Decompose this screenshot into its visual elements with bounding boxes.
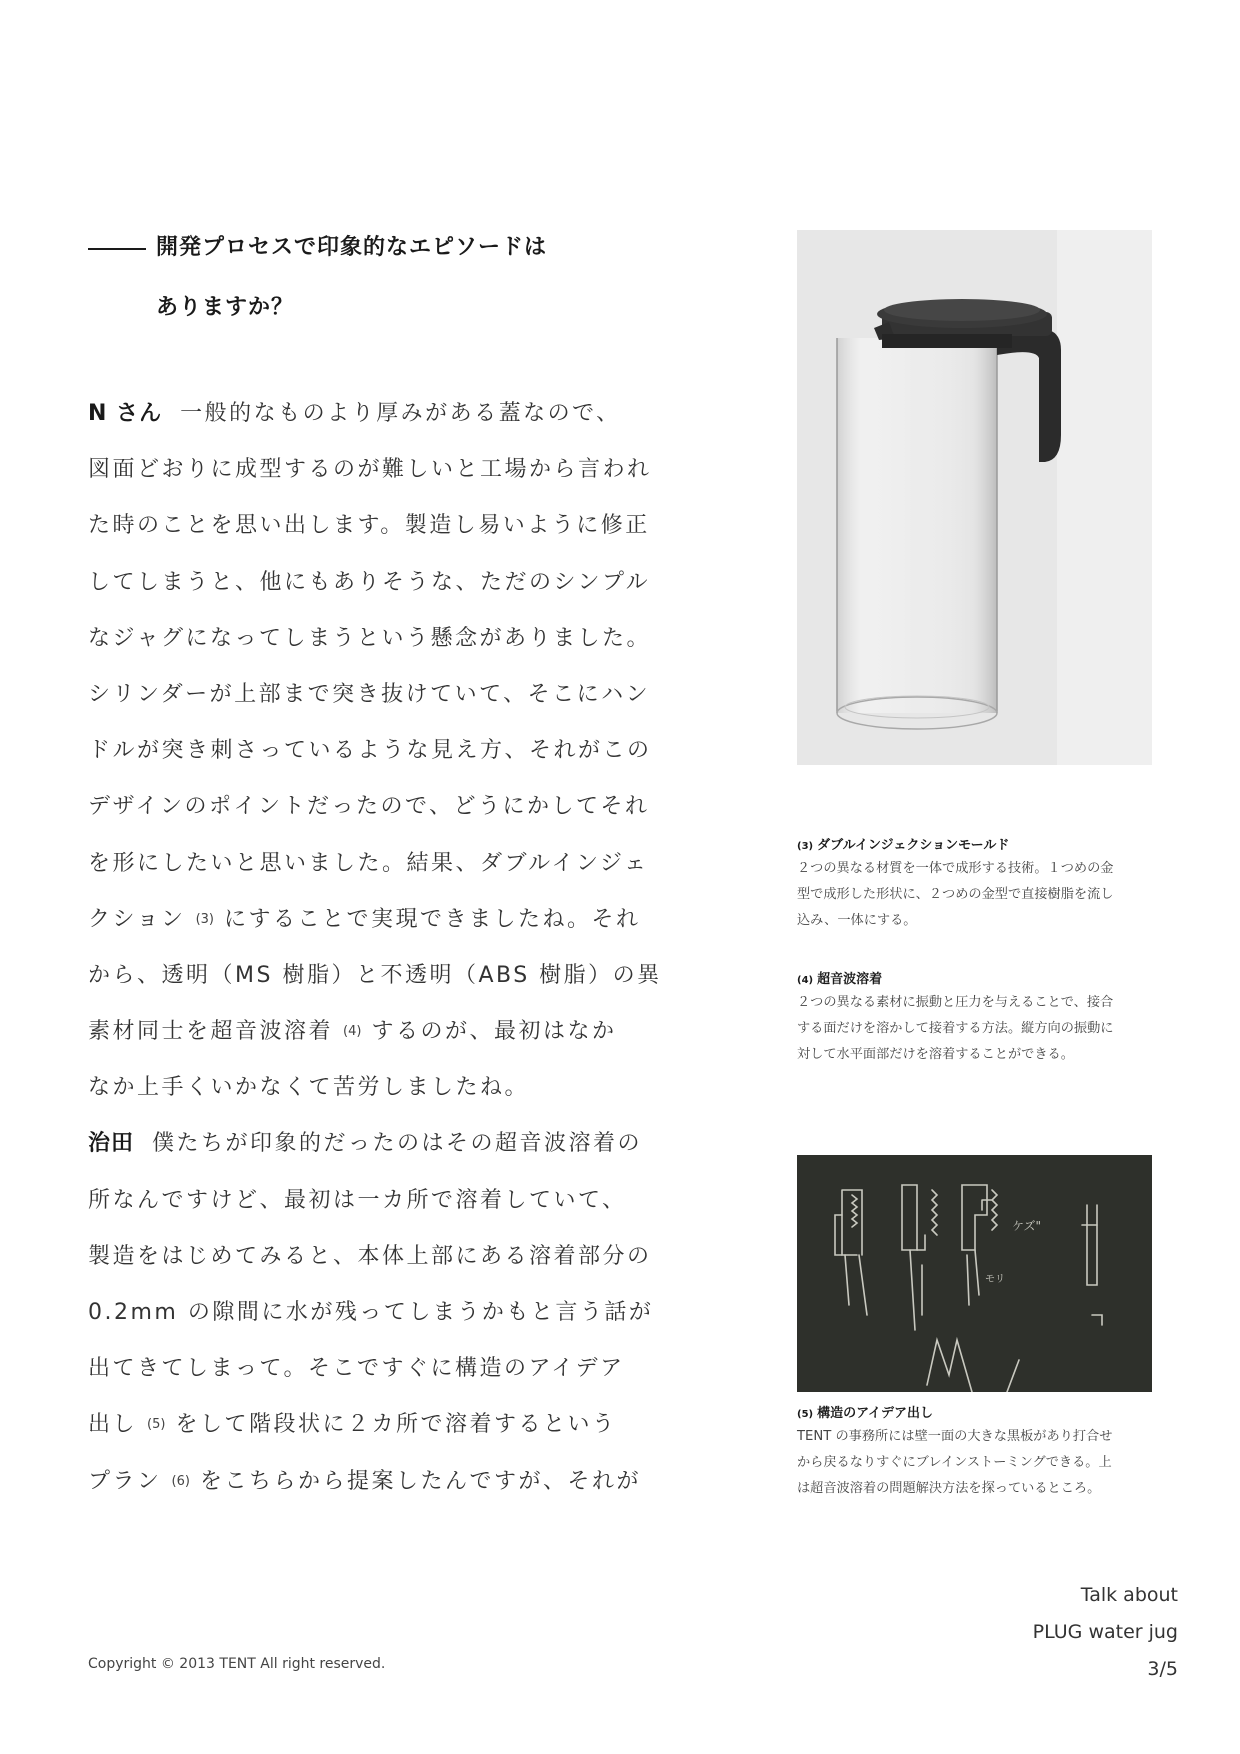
footnote-line: は超音波溶着の問題解決方法を探っているところ。 — [797, 1481, 1101, 1496]
footnote-line: ２つの異なる素材に振動と圧力を与えることで、接合 — [797, 995, 1114, 1010]
body-line: 出てきてしまって。そこですぐに構造のアイデア — [88, 1356, 625, 1382]
footer-title-block — [1033, 1577, 1178, 1688]
body-line-text: 僕たちが印象的だったのはその超音波溶着の — [152, 1131, 643, 1157]
footnote-line: する面だけを溶かして接着する方法。縦方向の振動に — [797, 1021, 1114, 1036]
footnote-5-title-text: 構造のアイデア出し — [817, 1406, 933, 1421]
body-line-text: するのが、最初はなか — [371, 1019, 617, 1045]
footnote-5-body — [797, 1424, 1157, 1502]
footnote-line: 込み、一体にする。 — [797, 913, 917, 928]
water-jug-photo — [797, 230, 1152, 765]
question-dash — [88, 248, 146, 250]
body-line: してしまうと、他にもありそうな、ただのシンプル — [88, 569, 651, 595]
footnote-3-body — [797, 856, 1157, 934]
copyright: Copyright © 2013 TENT All right reserved. — [88, 1656, 386, 1672]
footnote-3-title-text: ダブルインジェクションモールド — [817, 838, 1010, 853]
body-line — [88, 396, 648, 452]
body-line: デザインのポイントだったので、どうにかしてそれ — [88, 794, 650, 820]
body-line — [88, 902, 648, 958]
footnote-line: から戻るなりすぐにブレインストーミングできる。上 — [797, 1455, 1112, 1470]
footnote-line: TENT の事務所には壁一面の大きな黒板があり打合せ — [797, 1429, 1113, 1444]
body-line: なか上手くいかなくて苦労しましたね。 — [88, 1075, 530, 1101]
speaker-n: N さん — [88, 401, 163, 426]
footnote-4-title-text: 超音波溶着 — [817, 972, 883, 987]
body-line: 所なんですけど、最初は一カ所で溶着していて、 — [88, 1187, 627, 1213]
question-line-1: 開発プロセスで印象的なエピソードは — [156, 235, 548, 260]
board-label-kezu: ケズ" — [1012, 1219, 1042, 1233]
footnote-4-title — [797, 968, 1157, 987]
footnote-4-body — [797, 990, 1157, 1068]
footnote-3-number: (3) — [797, 841, 814, 852]
footnote-ref-4[interactable]: (4) — [343, 1024, 362, 1040]
body-line: 図面どおりに成型するのが難しいと工場から言われ — [88, 457, 652, 483]
interview-body — [88, 396, 662, 1520]
footer-title-line-1: Talk about — [1080, 1584, 1178, 1606]
body-line — [88, 1014, 648, 1070]
body-line-text: プラン — [88, 1468, 162, 1494]
body-line — [88, 1407, 648, 1463]
footnote-4 — [797, 968, 1157, 1068]
footnote-3-title — [797, 834, 1157, 853]
body-line: 0.2mm の隙間に水が残ってしまうかもと言う話が — [88, 1300, 654, 1325]
blackboard-sketch-illustration — [797, 1155, 1152, 1392]
question-line-2: ありますか？ — [156, 295, 295, 320]
body-line: なジャグになってしまうという懸念がありました。 — [88, 625, 652, 651]
body-line-text: 出し — [88, 1412, 138, 1438]
footnote-5-title — [797, 1402, 1157, 1421]
body-line: 製造をはじめてみると、本体上部にある溶着部分の — [88, 1243, 652, 1269]
water-jug-illustration — [797, 230, 1152, 765]
footnote-ref-5[interactable]: (5) — [147, 1417, 166, 1433]
blackboard-sketch-photo — [797, 1155, 1152, 1392]
footnote-5 — [797, 1402, 1157, 1502]
speaker-haruta: 治田 — [88, 1131, 135, 1157]
footnote-ref-3[interactable]: (3) — [195, 911, 214, 927]
body-line — [88, 1126, 648, 1182]
footnote-5-number: (5) — [797, 1409, 814, 1420]
body-line-text: をして階段状に２カ所で溶着するという — [175, 1412, 617, 1438]
body-line-text: 一般的なものより厚みがある蓋なので、 — [180, 401, 621, 426]
body-line: を形にしたいと思いました。結果、ダブルインジェ — [88, 850, 649, 876]
board-label-mori: モリ — [985, 1274, 1005, 1285]
body-line — [88, 1464, 648, 1520]
body-line-text: をこちらから提案したんですが、それが — [199, 1468, 641, 1494]
footnote-line: 型で成形した形状に、２つめの金型で直接樹脂を流し — [797, 887, 1114, 902]
page-number: 3/5 — [1147, 1658, 1178, 1680]
body-line: シリンダーが上部まで突き抜けていて、そこにハン — [88, 681, 651, 707]
footer-title-line-2: PLUG water jug — [1032, 1621, 1178, 1643]
body-line: から、透明（MS 樹脂）と不透明（ABS 樹脂）の異 — [88, 962, 662, 988]
footnote-ref-6[interactable]: (6) — [171, 1473, 190, 1489]
body-line-text: クション — [88, 906, 186, 932]
body-line: た時のことを思い出します。製造し易いように修正 — [88, 513, 650, 539]
footnote-4-number: (4) — [797, 975, 814, 986]
footnote-line: ２つの異なる材質を一体で成形する技術。１つめの金 — [797, 861, 1114, 876]
body-line-text: 素材同士を超音波溶着 — [88, 1019, 334, 1045]
footnote-line: 対して水平面部だけを溶着することができる。 — [797, 1047, 1074, 1062]
body-line: ドルが突き刺さっているような見え方、それがこの — [88, 738, 652, 764]
body-line-text: にすることで実現できましたね。それ — [223, 906, 641, 932]
footnote-3 — [797, 834, 1157, 934]
